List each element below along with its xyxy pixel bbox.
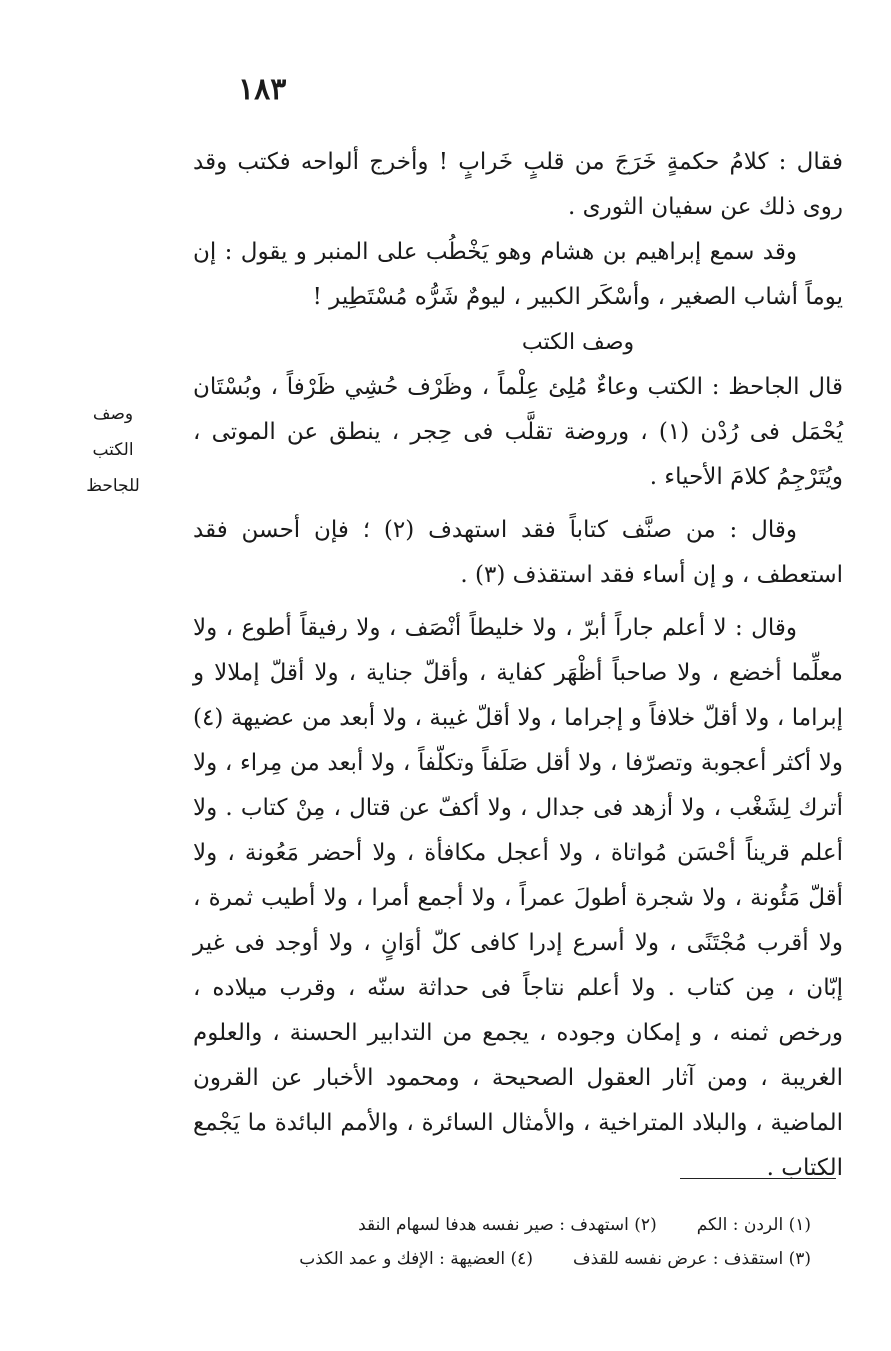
main-text [193,140,843,1191]
paragraph: وقال : لا أعلم جاراً أبرّ ، ولا خليطاً أنْصَف ، ولا رفيقاً أطوع ، ولا معلِّما أخضع ، ولا صاحباً أظْهَر كفاية ، وأقلّ جناية ، ولا أقلّ إملالا و إبراما ، ولا أقلّ خلافاً و إجراما ، ولا أقلّ غيبة ، ولا أبعد من عضيهة (٤) ولا أكثر أعجوبة وتصرّفا ، ولا أقل صَلَفاً وتكلّفاً ، ولا أبعد من مِراء ، ولا أترك لِشَغْب ، ولا أزهد فى جدال ، ولا أكفّ عن قتال ، مِنْ كتاب . ولا أعلم قريناً أحْسَن مُواتاة ، ولا أعجل مكافأة ، ولا أحضر مَعُونة ، ولا أقلّ مَئُونة ، ولا شجرة أطولَ عمراً ، ولا أجمع أمرا ، ولا أطيب ثمرة ، ولا أقرب مُجْتَنًى ، ولا أسرع إدرا كافى كلّ أوَانٍ ، ولا أوجد فى غير إبّان ، مِن كتاب . ولا أعلم نتاجاً فى حداثة سنّه ، وقرب ميلاده ، ورخص ثمنه ، و إمكان وجوده ، يجمع من التدابير الحسنة ، والعلوم الغريبة ، ومن آثار العقول الصحيحة ، ومحمود الأخبار عن القرون الماضية ، والبلاد المتراخية ، والأمثال السائرة ، والأمم البائدة ما يَجْمع الكتاب . [193,615,843,1181]
footnote: (٣) استقذف : عرض نفسه للقذف [572,1249,811,1269]
footnote: (٢) استهدف : صير نفسه هدفا لسهام النقد [358,1215,657,1235]
footnote-divider [680,1178,836,1179]
paragraph: قال الجاحظ : الكتب وعاءٌ مُلِئ عِلْماً ، وظَرْف حُشِي ظَرْفاً ، وبُسْتَان يُحْمَل فى رُدْن (١) ، وروضة تقلَّب فى حِجر ، ينطق عن الموتى ، ويُتَرْجِمُ كلامَ الأحياء . [193,374,843,490]
footnote: (١) الردن : الكم [696,1215,811,1235]
footnotes [171,1208,811,1276]
paragraph: وقد سمع إبراهيم بن هشام وهو يَخْطُب على المنبر و يقول : إن يوماً أشاب الصغير ، وأسْكَر الكبير ، ليومٌ شَرُّه مُسْتَطِير ! [193,239,843,310]
section-heading: وصف الكتب [521,330,635,355]
footnote-line [171,1242,811,1276]
margin-note: وصف الكتب للجاحظ [86,404,140,496]
paragraph: وقال : من صنَّف كتاباً فقد استهدف (٢) ؛ فإن أحسن فقد استعطف ، و إن أساء فقد استقذف (٣) . [193,517,843,588]
footnote-line [171,1208,811,1242]
paragraph: فقال : كلامُ حكمةٍ خَرَجَ من قلبٍ خَرابٍ ! وأخرج ألواحه فكتب وقد روى ذلك عن سفيان الثورى . [193,149,843,220]
footnote: (٤) العضيهة : الإفك و عمد الكذب [299,1249,533,1269]
page-number: ١٨٣ [238,72,287,107]
